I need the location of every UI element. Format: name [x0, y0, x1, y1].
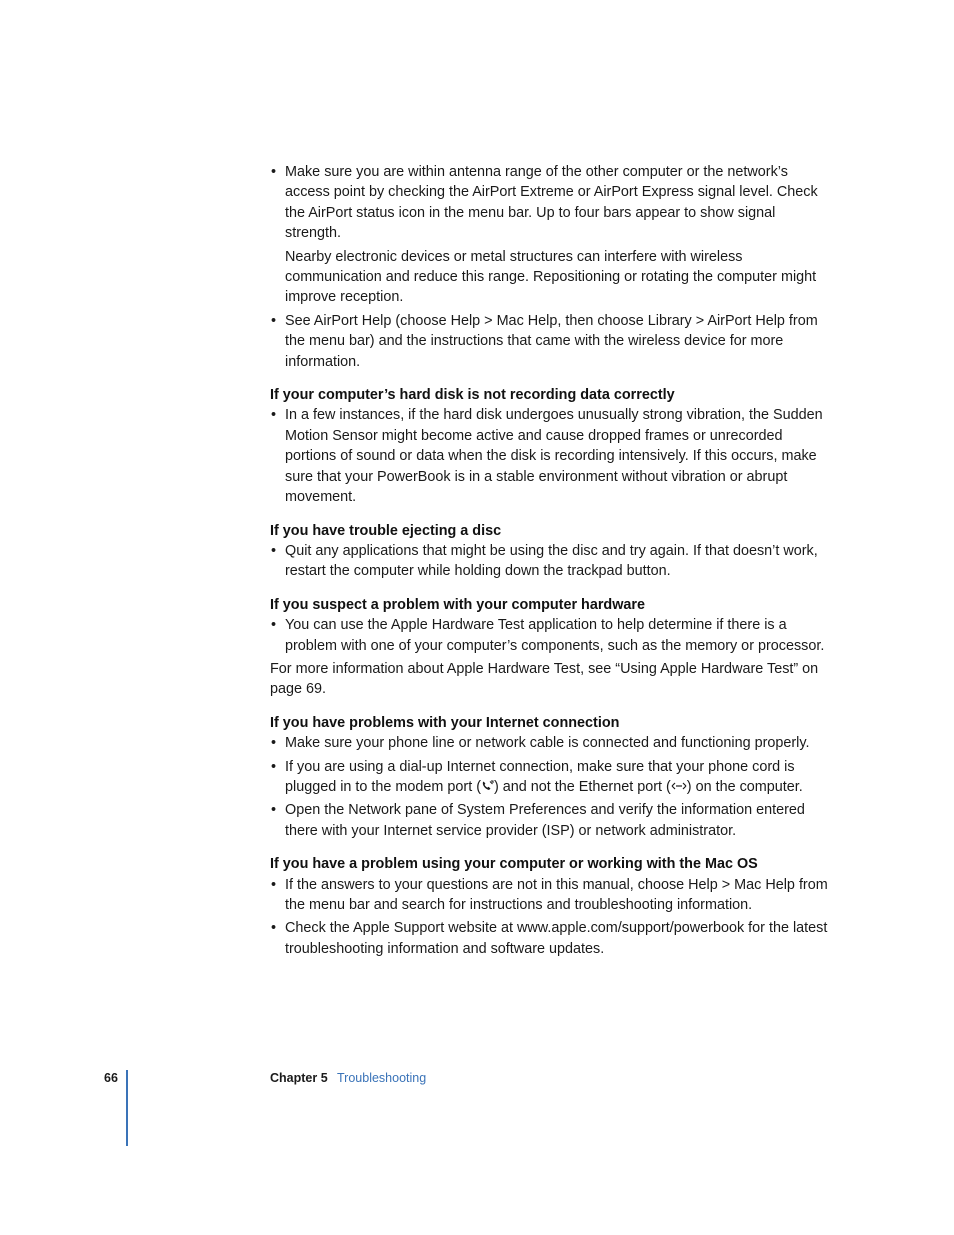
section-heading: If you have trouble ejecting a disc	[270, 522, 502, 539]
airport-bullet-list	[270, 162, 830, 372]
list-item: • Quit any applications that might be using the disc and try again. If that doesn’t work, restart the computer while holding down the trackpad button.	[270, 541, 830, 582]
bullet-list	[270, 615, 830, 656]
footer-chapter-title: Troubleshooting	[337, 1071, 427, 1085]
list-item: • Open the Network pane of System Preferences and verify the information entered there with your Internet service provider (ISP) or network administrator.	[270, 800, 830, 841]
list-item: • Check the Apple Support website at www.apple.com/support/powerbook for the latest troubleshooting information and software updates.	[270, 918, 830, 959]
bullet-list	[270, 733, 830, 841]
list-item	[270, 162, 830, 308]
bullet-followup-text: Nearby electronic devices or metal structures can interfere with wireless communication and reduce this range. Repositioning or rotating the computer might improve reception.	[285, 248, 817, 306]
bullet-text-part: ) on the computer.	[686, 778, 803, 795]
body-paragraph: For more information about Apple Hardware Test, see “Using Apple Hardware Test” on page 69.	[270, 660, 819, 698]
ethernet-port-icon	[671, 780, 687, 794]
bullet-list	[270, 405, 830, 507]
section-hardware	[270, 595, 830, 700]
list-item: • In a few instances, if the hard disk undergoes unusually strong vibration, the Sudden Motion Sensor might become active and cause dropped frames or unrecorded portions of sound or data when the disk is recording intensively. If this occurs, make sure that your PowerBook is in a stable environment without vibration or abrupt movement.	[270, 405, 830, 507]
section-mac-os	[270, 854, 830, 959]
bullet-text-part: ) and not the Ethernet port (	[494, 778, 671, 795]
section-heading: If your computer’s hard disk is not recording data correctly	[270, 387, 675, 404]
section-hard-disk	[270, 385, 830, 507]
footer-chapter-label: Chapter 5	[270, 1071, 328, 1085]
section-heading: If you have a problem using your computer or working with the Mac OS	[270, 856, 758, 873]
bullet-text: • Make sure you are within antenna range of the other computer or the network’s access point by checking the AirPort Extreme or AirPort Express signal level. Check the AirPort status icon in the menu bar. Up to four bars appear to show signal strength.	[285, 164, 818, 242]
page-number: 66	[104, 1071, 118, 1085]
footer-divider	[126, 1070, 128, 1146]
bullet-list	[270, 875, 830, 960]
list-item: • You can use the Apple Hardware Test application to help determine if there is a problem with one of your computer’s components, such as the memory or processor.	[270, 615, 830, 656]
bullet-list	[270, 541, 830, 582]
bullet-text-part: If you are using a dial-up Internet connection, make sure that your phone cord is plugged in to the modem port (	[285, 758, 795, 795]
section-eject-disc	[270, 521, 830, 582]
list-item	[270, 311, 830, 372]
list-item	[270, 757, 830, 798]
section-internet	[270, 713, 830, 841]
modem-port-icon	[481, 780, 494, 794]
section-heading: If you have problems with your Internet connection	[270, 714, 620, 731]
page-content	[270, 162, 830, 962]
section-heading: If you suspect a problem with your computer hardware	[270, 596, 646, 613]
list-item: • Make sure your phone line or network cable is connected and functioning properly.	[270, 733, 830, 753]
list-item: • If the answers to your questions are not in this manual, choose Help > Mac Help from the menu bar and search for instructions and troubleshooting information.	[270, 875, 830, 916]
bullet-text: • See AirPort Help (choose Help > Mac Help, then choose Library > AirPort Help from the menu bar) and the instructions that came with the wireless device for more information.	[285, 312, 818, 370]
